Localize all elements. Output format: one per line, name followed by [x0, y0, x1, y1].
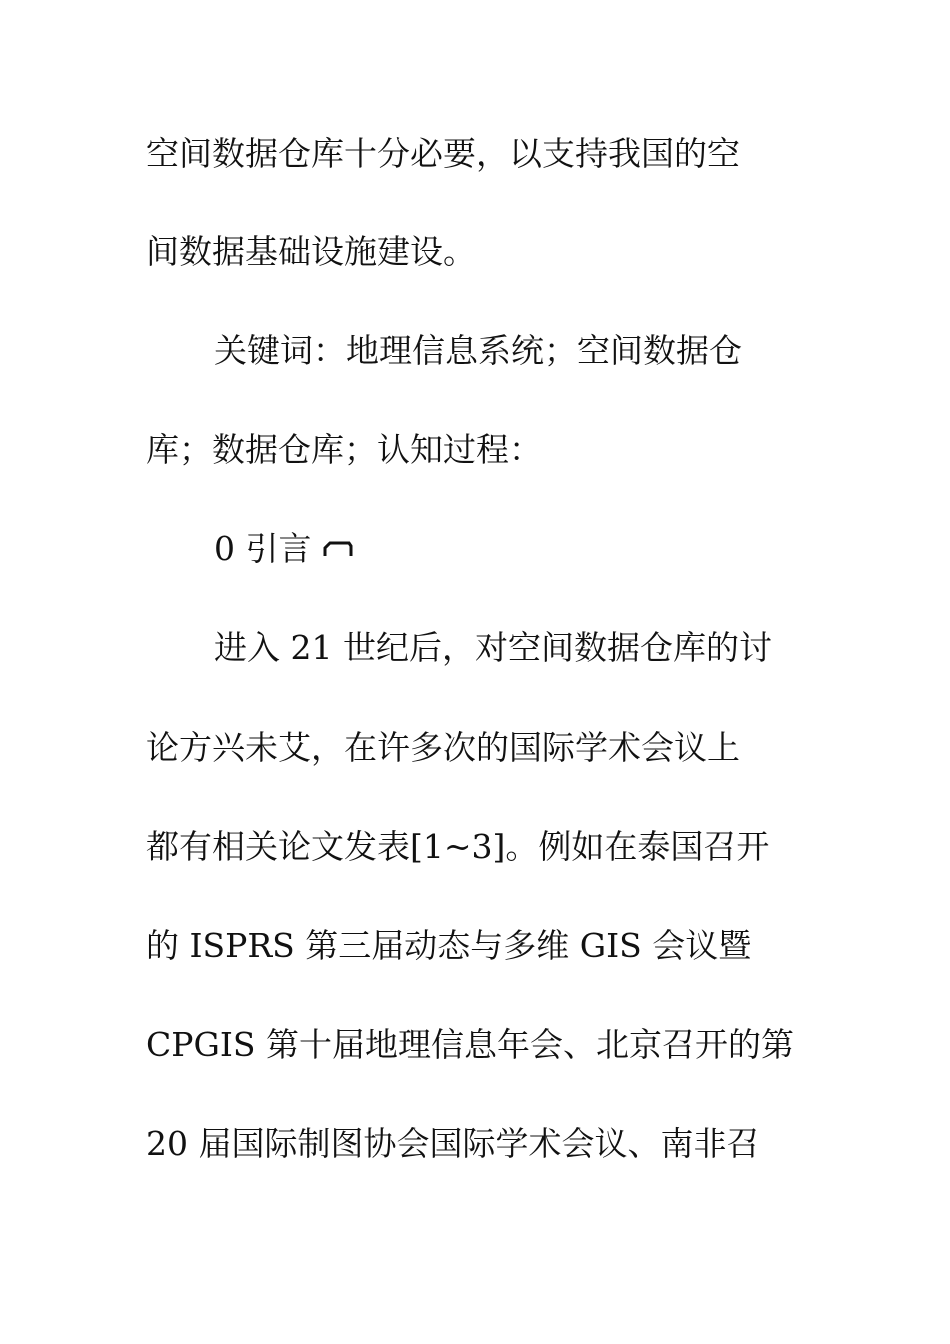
body-text-line: 间数据基础设施建设。 [146, 232, 476, 271]
scan-mark [322, 536, 354, 560]
keywords-line: 库；数据仓库；认知过程： [146, 430, 542, 469]
body-text-line: CPGIS 第十届地理信息年会、北京召开的第 [146, 1025, 794, 1064]
body-text-line: 都有相关论文发表[1~3]。例如在泰国召开 [146, 827, 770, 866]
body-text-line: 论方兴未艾，在许多次的国际学术会议上 [146, 728, 740, 767]
body-text-line: 的 ISPRS 第三届动态与多维 GIS 会议暨 [146, 926, 752, 965]
body-text-line: 20 届国际制图协会国际学术会议、南非召 [146, 1124, 760, 1163]
section-heading-text: 0 引言 [214, 529, 312, 568]
body-text-line: 空间数据仓库十分必要，以支持我国的空 [146, 134, 740, 173]
body-text-line: 进入 21 世纪后，对空间数据仓库的讨 [214, 628, 772, 667]
section-heading [214, 529, 354, 569]
keywords-line: 关键词：地理信息系统；空间数据仓 [214, 331, 742, 370]
